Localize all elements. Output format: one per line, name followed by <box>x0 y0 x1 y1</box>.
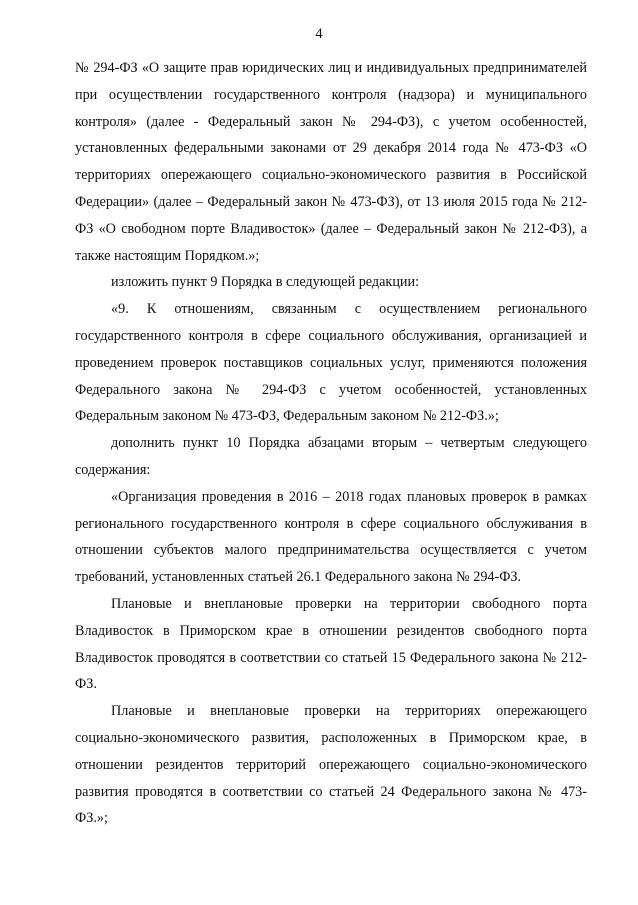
text-line: содержания: <box>75 461 151 478</box>
text-line: № 473-ФЗ «О территориях опережающего социально-экономического развития <box>75 140 587 184</box>
paragraph-inspections-2016-2018 <box>75 484 587 591</box>
paragraph-law-reference <box>75 55 587 269</box>
text-line: муниципального контроля» (далее - Федеральный закон № 294-ФЗ), с учетом <box>75 86 587 130</box>
paragraph-point-9-text <box>75 296 587 430</box>
text-line: Владивосток в Приморском крае в отношении резидентов свободного порта <box>75 622 587 639</box>
text-line: изложить пункт 9 Порядка в следующей редакции: <box>111 274 420 291</box>
text-line: государственного контроля в сфере социального обслуживания, организацией и <box>75 327 587 344</box>
text-line: № 294-ФЗ «О защите прав юридических лиц и индивидуальных <box>75 60 470 76</box>
text-line: 26.1 Федерального закона № 294-ФЗ. <box>296 569 522 586</box>
text-line: социально-экономического развития, расположенных в Приморском крае, в <box>75 729 587 746</box>
page-number: 4 <box>315 26 323 42</box>
text-line: Плановые и внеплановые проверки на территории свободного порта <box>111 595 587 612</box>
text-line: проведением проверок поставщиков социальных услуг, применяются <box>75 354 514 371</box>
text-line: отношении резидентов территорий опережающего социально-экономического <box>75 756 587 773</box>
text-line: развития проводятся в соответствии со статьей 24 Федерального закона <box>75 783 532 800</box>
text-line: особенностей, установленных федеральными законами от 29 декабря 2014 года <box>75 113 588 157</box>
text-line: обслуживания в отношении субъектов малого предпринимательства <box>75 515 588 559</box>
text-line: установленных Федеральным законом № 473-ФЗ, Федеральным законом <box>75 381 588 425</box>
paragraph-amend-point-10 <box>75 430 587 484</box>
text-line: осуществляется с учетом требований, установленных статьей <box>75 542 587 586</box>
text-line: № 212-ФЗ. <box>75 649 588 693</box>
text-line: № 473-ФЗ.»; <box>75 783 587 827</box>
text-line: закон № 212-ФЗ), а также настоящим Порядком.»; <box>75 220 588 264</box>
paragraph-amend-point-9 <box>75 269 587 296</box>
text-line: дополнить пункт 10 Порядка абзацами вторым – четвертым следующего <box>111 435 587 452</box>
text-line: рамках регионального государственного контроля в сфере социального <box>75 488 587 532</box>
text-line: Владивосток проводятся в соответствии со статьей 15 Федерального закона <box>75 649 539 666</box>
text-line: «Организация проведения в 2016 – 2018 годах плановых проверок в <box>111 488 540 505</box>
text-line: предпринимателей при осуществлении государственного контроля (надзора) и <box>75 60 588 103</box>
document-body <box>75 55 587 832</box>
paragraph-free-port-inspections <box>75 591 587 698</box>
paragraph-advanced-development-inspections <box>75 698 587 832</box>
text-line: № 212-ФЗ.»; <box>422 408 499 425</box>
text-line: «9. К отношениям, связанным с осуществлением регионального <box>111 301 587 318</box>
text-line: Плановые и внеплановые проверки на территориях опережающего <box>111 703 587 720</box>
text-line: положения Федерального закона № 294-ФЗ с учетом особенностей, <box>75 354 587 398</box>
text-line: в Российской Федерации» (далее – Федеральный закон № 473-ФЗ), от 13 июля <box>75 167 587 210</box>
text-line: 2015 года № 212-ФЗ «О свободном порте Владивосток» (далее – Федеральный <box>75 193 587 237</box>
